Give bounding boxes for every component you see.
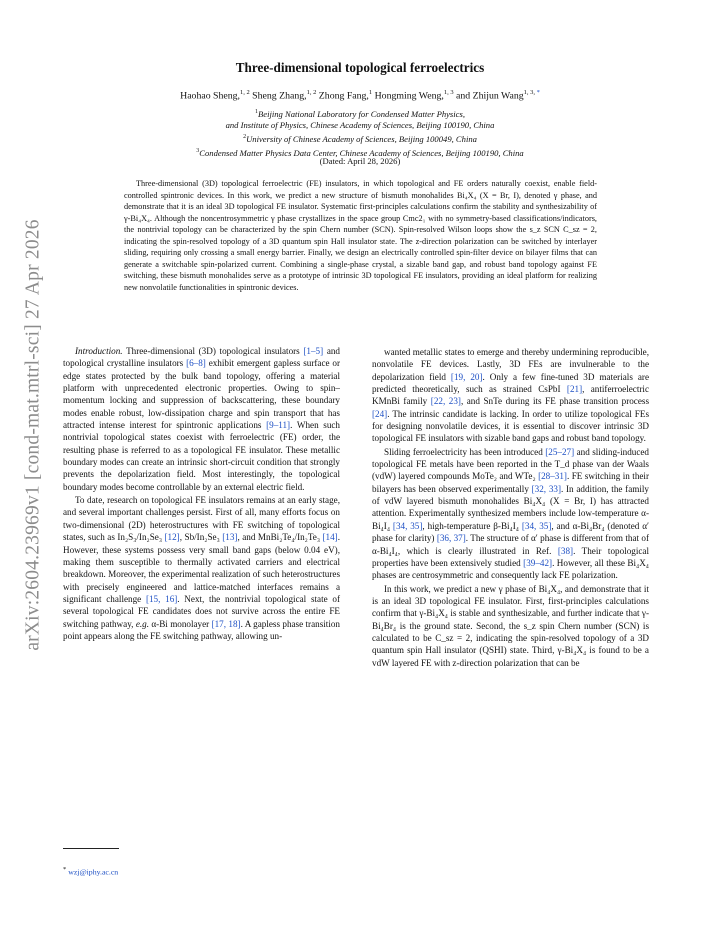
body-text: exhibit emergent gapless surface or edge states protected by the bulk band topology, offering a material platform with unprecedented electronic properties. Owing to spin–momentum locking and suppression of backscattering, these boundary modes enable robust, low-dissipation charge and spin transport that has attracted intense interest for spintronic applications: [63, 358, 340, 431]
affiliation-number: 1: [255, 109, 259, 115]
body-paragraph: [63, 345, 340, 493]
body-text: In this work, we predict a new γ phase of Bi₄X₄, and demonstrate that it is an ideal 3D topological FE insulator. First, first-principles calculations confirm that γ-Bi₄X₄ is stable and synthesizable, and further indicate that γ-Bi₄Br₄ is the ground state. Second, the s_z spin Chern number (SCN) is calculated to be C_sz = 2, indicating the spin-resolved topology of a 3D quantum spin Hall insulator (QSHI) state. Third, γ-Bi₄X₄ is found to be a vdW layered FE with z-direction polarization that can be: [372, 583, 649, 668]
footnote-mark: *: [63, 866, 67, 873]
citation-link[interactable]: [12]: [164, 532, 180, 543]
citation-link[interactable]: [1–5]: [303, 346, 324, 356]
corresponding-author-mark[interactable]: *: [536, 89, 540, 96]
author-affiliation-mark: 1, 2: [306, 89, 317, 96]
paper-title: Three-dimensional topological ferroelectrics: [235, 60, 485, 75]
body-text: , and SnTe during its FE phase transition process: [460, 396, 649, 407]
italic-text: Introduction.: [75, 346, 123, 356]
body-paragraph: [372, 583, 649, 669]
body-text: , and α-Bi₄Br₄ (denoted α′ phase for clarity): [372, 520, 649, 544]
body-text: and sliding-induced topological FE metals have been reported in the T_d phase van der Waals (vdW) layered compounds MoTe₂ and WTe₂: [372, 446, 649, 482]
affiliation-list: [0, 107, 720, 159]
citation-link[interactable]: [39–42]: [523, 557, 553, 568]
footnote-email-link[interactable]: wzj@iphy.ac.cn: [68, 867, 119, 877]
citation-link[interactable]: [14]: [322, 532, 338, 543]
body-text: wanted metallic states to emerge and thereby undermining reproducible, nonvolatile FE devices. Lastly, 3D FEs are invulnerable to the depolarization field: [372, 347, 649, 382]
citation-link[interactable]: [24]: [372, 408, 388, 419]
citation-link[interactable]: [36, 37]: [436, 533, 466, 544]
author-name: Haohao Sheng,: [180, 90, 240, 102]
body-text: , and MnBi₂Te₄/In₂Te₃: [237, 532, 323, 543]
citation-link[interactable]: [34, 35]: [392, 520, 423, 531]
author-affiliation-mark: 1, 3,: [523, 89, 537, 96]
body-text: . However, these systems possess very small band gaps (below 0.04 eV), making them susceptible to thermally activated carriers and electrical breakdown. Moreover, the experimental realization of such heterostructures with precisely engineered and lattice-matched interfaces remains a significant challenge: [63, 532, 340, 604]
citation-link[interactable]: [6–8]: [186, 358, 206, 369]
body-paragraph: [372, 446, 649, 582]
arxiv-stamp-text: arXiv:2604.23969v1 [cond-mat.mtrl-sci] 27 Apr 2026: [23, 219, 45, 651]
affiliation-number: 3: [196, 147, 200, 154]
body-column-left: [63, 345, 340, 642]
body-text: . The intrinsic candidate is lacking. In order to utilize topological FEs for designing nonvolatile devices, it is essential to discover intrinsic 3D topological FE insulators with sizable band gaps and robust band topology.: [372, 408, 649, 444]
citation-link[interactable]: [21]: [566, 384, 583, 395]
affiliation-text: Condensed Matter Physics Data Center, Chinese Academy of Sciences, Beijing 100190, China: [199, 147, 524, 158]
body-text: . FE switching in their bilayers has been observed experimentally: [372, 471, 650, 494]
body-text: . However, all these Bi₄X₄ phases are centrosymmetric and consequently lack FE polarization.: [372, 557, 649, 581]
body-text: Sliding ferroelectricity has been introduced: [384, 446, 546, 457]
body-paragraph: [63, 494, 340, 642]
citation-link[interactable]: [34, 35]: [521, 520, 552, 531]
citation-link[interactable]: [22, 23]: [430, 396, 461, 407]
citation-link[interactable]: [9–11]: [266, 420, 291, 431]
footnote: [63, 866, 118, 877]
body-text: α-Bi monolayer: [149, 618, 212, 629]
body-text: . Their topological properties have been extensively studied: [372, 545, 649, 568]
body-text: , antiferroelectric KMnBi family: [372, 384, 650, 407]
body-text: To date, research on topological FE insulators remains at an early stage, and several important challenges persist. First of all, many efforts focus on two-dimensional (2D) heterostructures with FE switching of topological states, such as In₂S₃/In₂Se₃: [63, 495, 340, 543]
citation-link[interactable]: [13]: [222, 532, 238, 543]
citation-link[interactable]: [19, 20]: [450, 371, 483, 382]
citation-link[interactable]: [15, 16]: [145, 593, 178, 604]
body-text: . In addition, the family of vdW layered bismuth monohalides Bi₄X₄ (X = Br, I) has attracted attention. Experimentally synthesized members include low-temperature α-Bi₄I₄: [372, 483, 649, 531]
citation-link[interactable]: [25–27]: [545, 446, 575, 457]
author-affiliation-mark: 1: [368, 89, 373, 96]
citation-link[interactable]: [28–31]: [538, 471, 567, 482]
author-affiliation-mark: 1, 2: [239, 89, 250, 96]
body-text: . When such nontrivial topological states coexist with ferroelectric (FE) order, the resulting phase is referred to as a topological FE insulator. These metallic boundary modes can create an intrinsic short-circuit condition that strongly prevents the depolarization field. Most interestingly, the topological boundary modes become controllable by an external electric field.: [63, 420, 340, 492]
date-line: (Dated: April 28, 2026): [319, 156, 401, 166]
italic-text: e.g.: [135, 618, 150, 629]
body-text: . Next, the nontrivial topological state of several topological FE candidates does not survive across the entire FE switching pathway,: [63, 593, 340, 629]
affiliation-text: Beijing National Laboratory for Condensed Matter Physics,: [258, 108, 465, 119]
citation-link[interactable]: [17, 18]: [211, 618, 241, 629]
affiliation-text: and Institute of Physics, Chinese Academy of Sciences, Beijing 100190, China: [225, 120, 495, 131]
affiliation-line: [0, 120, 720, 132]
body-text: Three-dimensional (3D) topological insulators: [122, 346, 304, 356]
abstract: Three-dimensional (3D) topological ferroelectric (FE) insulators, in which topological and FE orders naturally coexist, enable field-controlled spintronic devices. In this work, we predict a new structure of bismuth monohalides Bi₄X₄ (X = Br, I), denoted γ phase, and demonstrate that it is an ideal 3D topological FE insulator. Systematic first-principles calculations confirm the stability and synthesizability of γ-Bi₄X₄. Although the noncentrosymmetric γ phase crystallizes in the space group Cmc2₁ with no symmetry-based classifications/indicators, the nontrivial topology can be characterized by the spin Chern number (SCN). Spin-resolved Wilson loops show the s_z SCN C_sz = 2, indicating the spin-resolved topology of a 3D quantum spin Hall insulator state. The z-direction polarization can be switched by interlayer sliding, requiring only crossing a small energy barrier. Finally, we design an electrically controlled spin-filter device on bilayer films that can generate a switchable spin-polarized current. Combining a single-phase crystal, a sizable band gap, and robust band topology against FE switching, these bismuth monohalides serve as a prototype of intrinsic 3D topological FE insulators, providing an ideal platform for realizing new nonvolatile functionalities in spintronic devices.: [124, 179, 597, 292]
affiliation-text: University of Chinese Academy of Sciences, Beijing 100049, China: [246, 133, 477, 144]
body-text: and topological crystalline insulators: [63, 346, 340, 369]
affiliation-number: 2: [243, 134, 247, 141]
body-text: , high-temperature β-Bi₄I₄: [422, 520, 522, 531]
affiliation-line: [0, 107, 720, 120]
body-text: , Sb/In₂Se₃: [179, 532, 223, 543]
body-text: . A gapless phase transition point appears along the FE switching pathway, allowing un-: [63, 618, 340, 641]
body-text: . The structure of α′ phase is different from that of α-Bi₄I₄, which is clearly illustrated in Ref.: [372, 533, 649, 556]
author-name: and Zhijun Wang: [453, 90, 524, 102]
author-name: Sheng Zhang,: [249, 90, 307, 102]
arxiv-stamp: [20, 200, 48, 670]
citation-link[interactable]: [32, 33]: [531, 483, 561, 494]
body-column-right: [372, 346, 649, 669]
author-affiliation-mark: 1, 3: [443, 89, 454, 96]
affiliation-line: [0, 132, 720, 145]
body-paragraph: [372, 346, 649, 445]
author-name: Hongming Weng,: [372, 90, 444, 102]
footnote-rule: [63, 848, 119, 849]
citation-link[interactable]: [38]: [557, 545, 574, 556]
body-text: . Only a few fine-tuned 3D materials are predicted theoretically, such as strained CsPbI: [372, 371, 650, 395]
author-list: [0, 89, 720, 101]
author-name: Zhong Fang,: [316, 90, 369, 102]
